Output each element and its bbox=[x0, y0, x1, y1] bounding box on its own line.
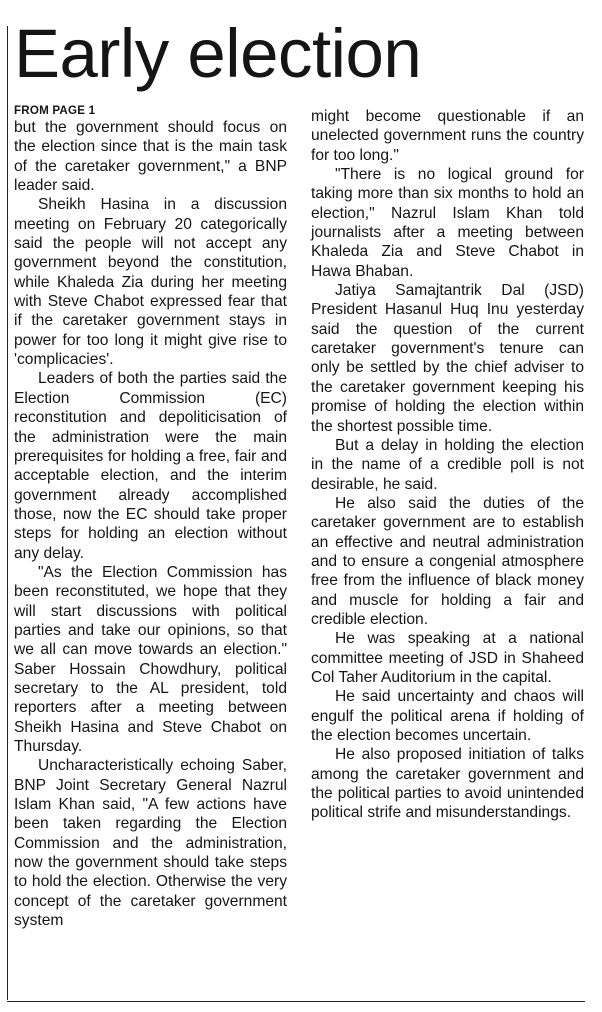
paragraph: might become questionable if an unelected government runs the country for too long." bbox=[311, 108, 584, 164]
paragraph: "As the Election Commission has been reconstituted, we hope that they will start discussions with political parties and take our opinions, so that we all can move towards an election." Saber Hossain Chowdhury, political secretary to the AL president, told reporters after a meeting between Sheikh Hasina and Steve Chabot on Thursday. bbox=[14, 563, 287, 755]
article-column-left bbox=[14, 104, 287, 930]
paragraph: He said uncertainty and chaos will engulf the political arena if holding of the election becomes uncertain. bbox=[311, 688, 584, 744]
paragraph: He also said the duties of the caretaker government are to establish an effective and neutral administration and to ensure a congenial atmosphere free from the influence of black money and muscle for holding a fair and credible election. bbox=[311, 494, 584, 628]
paragraph: but the government should focus on the election since that is the main task of the caretaker government," a BNP leader said. bbox=[14, 119, 287, 195]
paragraph: Uncharacteristically echoing Saber, BNP Joint Secretary General Nazrul Islam Khan said, "A few actions have been taken regarding the Election Commission and the administration, now the government should take steps to hold the election. Otherwise the very concept of the caretaker government system bbox=[14, 757, 287, 930]
paragraph: Jatiya Samajtantrik Dal (JSD) President Hasanul Huq Inu yesterday said the question of the current caretaker government's tenure can only be settled by the chief adviser to the caretaker government keeping his promise of holding the election within the shortest possible time. bbox=[311, 282, 584, 435]
paragraph: But a delay in holding the election in the name of a credible poll is not desirable, he said. bbox=[311, 436, 584, 493]
article-column-right bbox=[311, 107, 584, 823]
headline: Early election bbox=[14, 15, 422, 92]
paragraph: He was speaking at a national committee meeting of JSD in Shaheed Col Taher Auditorium in the capital. bbox=[311, 630, 584, 686]
paragraph: Sheikh Hasina in a discussion meeting on February 20 categorically said the people will not accept any government beyond the constitution, while Khaleda Zia during her meeting with Steve Chabot expressed fear that if the caretaker government stays in power for too long it might give rise to 'complicacies'. bbox=[14, 196, 287, 369]
bottom-border-rule bbox=[7, 1001, 585, 1002]
paragraph: He also proposed initiation of talks among the caretaker government and the political parties to avoid unintended political strife and misunderstandings. bbox=[311, 746, 584, 822]
paragraph: Leaders of both the parties said the Election Commission (EC) reconstitution and depoliticisation of the administration were the main prerequisites for holding a free, fair and acceptable election, and the interim government already accomplished those, now the EC should take proper steps for holding an election without any delay. bbox=[14, 370, 287, 562]
left-border-rule bbox=[7, 26, 8, 1000]
paragraph: "There is no logical ground for taking more than six months to hold an election," Nazrul Islam Khan told journalists after a meeting between Khaleda Zia and Steve Chabot in Hawa Bhaban. bbox=[311, 166, 584, 280]
continuation-kicker: FROM PAGE 1 bbox=[14, 104, 96, 117]
